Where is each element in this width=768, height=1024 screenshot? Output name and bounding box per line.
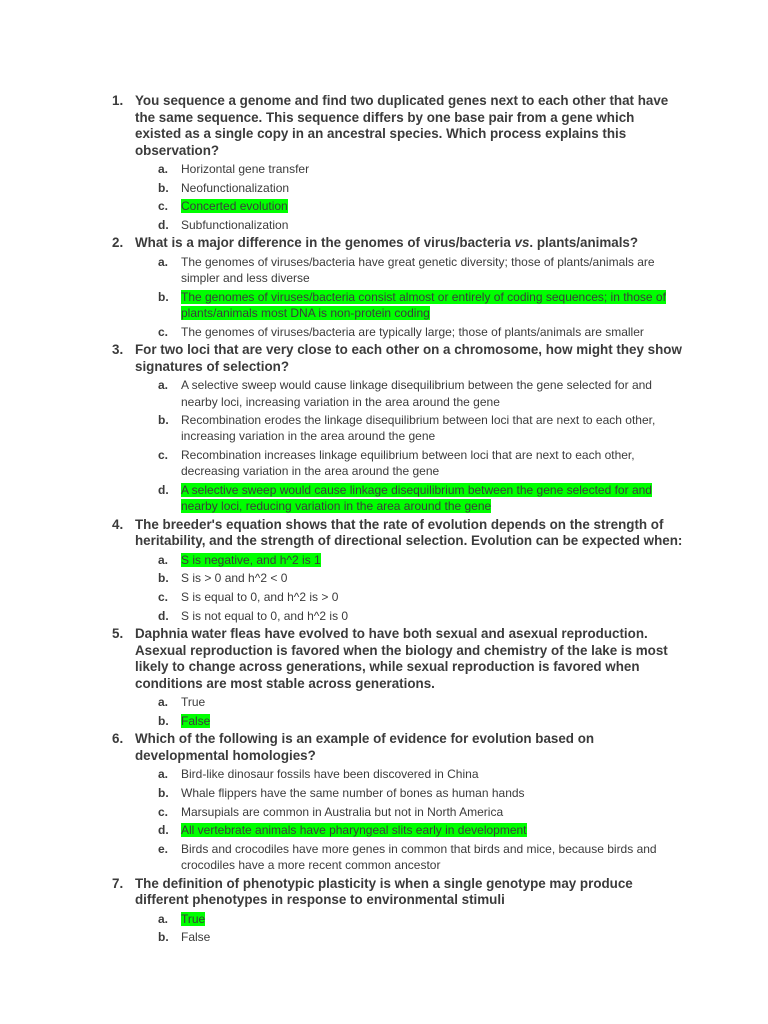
option-text: Subfunctionalization [181,217,289,232]
highlighted-answer: All vertebrate animals have pharyngeal slits early in development [181,823,527,838]
option-letter: d. [158,217,169,232]
highlighted-answer: Concerted evolution [181,199,288,214]
question-number: 3. [112,342,124,358]
option-item [0,589,768,605]
option-item [0,766,768,782]
option-letter: a. [158,162,169,176]
option-item [0,785,768,801]
option-item [0,482,768,515]
option-text: A selective sweep would cause linkage disequilibrium between the gene selected for and nearby loci, increasing variation in the area around the gene [181,378,652,409]
option-item [0,929,768,945]
option-letter: a. [158,911,169,926]
option-item [0,254,768,287]
question-5 [0,626,768,729]
option-letter: a. [158,254,169,269]
option-text: Recombination erodes the linkage disequilibrium between loci that are next to each other, increasing variation in the area around the gene [181,413,656,444]
option-text: True [181,695,206,710]
option-item [0,161,768,177]
option-letter: b. [158,785,169,800]
option-letter: c. [158,448,169,463]
option-letter: c. [158,804,169,819]
option-letter: b. [158,413,169,428]
question-number: 7. [112,875,124,891]
option-letter: a. [158,767,169,782]
option-item [0,841,768,874]
option-text: The genomes of viruses/bacteria are typically large; those of plants/animals are smaller [181,324,644,339]
question-number: 5. [112,626,124,642]
question-3 [0,342,768,514]
option-letter: b. [158,571,169,586]
option-item [0,289,768,322]
option-item [0,324,768,340]
question-text-part: . plants/animals? [529,235,639,251]
question-number: 1. [112,93,124,108]
question-list [0,93,768,946]
option-item [0,552,768,568]
question-text-part: What is a major difference in the genomes of virus/bacteria [135,235,515,251]
option-list [0,694,768,729]
option-text: S is equal to 0, and h^2 is > 0 [181,590,339,604]
question-text: The definition of phenotypic plasticity is when a single genotype may produce different phenotypes in response to environmental stimuli [135,875,633,908]
option-text: Horizontal gene transfer [181,162,310,176]
highlighted-answer: False [181,713,211,728]
question-number: 4. [112,516,124,532]
option-letter: e. [158,841,169,856]
question-text [135,235,683,252]
option-letter: a. [158,695,169,710]
question-6 [0,731,768,873]
highlighted-answer: True [181,911,206,926]
option-letter: d. [158,823,169,838]
option-item [0,447,768,480]
option-letter: d. [158,608,169,623]
option-text: Birds and crocodiles have more genes in common that birds and mice, because birds and crocodiles have a more recent common ancestor [181,841,657,873]
question-2 [0,235,768,340]
option-letter: c. [158,590,169,604]
option-letter: b. [158,713,169,728]
option-letter: b. [158,930,169,945]
option-list [0,552,768,624]
option-item [0,804,768,820]
highlighted-answer: The genomes of viruses/bacteria consist almost or entirely of coding sequences; in those of plants/animals most DNA is non-protein coding [181,289,666,321]
option-item [0,198,768,214]
option-letter: b. [158,180,169,195]
option-text: S is not equal to 0, and h^2 is 0 [181,608,349,623]
option-item [0,713,768,729]
option-item [0,377,768,410]
question-4 [0,517,768,624]
option-item [0,822,768,838]
question-text: Which of the following is an example of evidence for evolution based on developmental homologies? [135,731,595,763]
option-list [0,254,768,340]
option-item [0,911,768,927]
option-letter: d. [158,482,169,497]
option-list [0,766,768,873]
option-item [0,570,768,586]
option-letter: b. [158,289,169,304]
option-list [0,161,768,233]
question-text: Daphnia water fleas have evolved to have both sexual and asexual reproduction. Asexual reproduction is favored when the biology and chemistry of the lake is most likely to change across generations, while sexual reproduction is favored when conditions are most stable across generations. [135,626,668,691]
option-letter: a. [158,552,169,567]
highlighted-answer: S is negative, and h^2 is 1 [181,552,321,567]
question-number: 6. [112,731,124,747]
option-list [0,377,768,514]
option-letter: c. [158,199,169,214]
option-text: Bird-like dinosaur fossils have been discovered in China [181,767,479,782]
question-text: For two loci that are very close to each other on a chromosome, how might they show signatures of selection? [135,342,682,374]
question-text: You sequence a genome and find two duplicated genes next to each other that have the same sequence. This sequence differs by one base pair from a gene which existed as a single copy in an ancestral species. Which process explains this observation? [135,93,669,158]
option-text: The genomes of viruses/bacteria have great genetic diversity; those of plants/animals are simpler and less diverse [181,254,655,286]
option-item [0,608,768,624]
option-text: Neofunctionalization [181,180,290,195]
option-letter: a. [158,378,169,393]
option-text: Whale flippers have the same number of bones as human hands [181,785,525,800]
document-page [0,93,768,948]
highlighted-answer: A selective sweep would cause linkage disequilibrium between the gene selected for and nearby loci, reducing variation in the area around the gene [181,482,652,514]
option-text: Marsupials are common in Australia but not in North America [181,804,504,819]
option-item [0,412,768,445]
option-text: Recombination increases linkage equilibrium between loci that are next to each other, decreasing variation in the area around the gene [181,448,635,479]
option-text: False [181,930,211,945]
question-7 [0,876,768,946]
question-1 [0,93,768,233]
option-letter: c. [158,324,169,339]
question-text-italic: vs [514,235,530,251]
option-list [0,911,768,946]
question-number: 2. [112,235,124,251]
option-item [0,217,768,233]
option-item [0,180,768,196]
question-text: The breeder's equation shows that the rate of evolution depends on the strength of heritability, and the strength of directional selection. Evolution can be expected when: [135,516,683,549]
option-text: S is > 0 and h^2 < 0 [181,571,288,586]
option-item [0,694,768,710]
